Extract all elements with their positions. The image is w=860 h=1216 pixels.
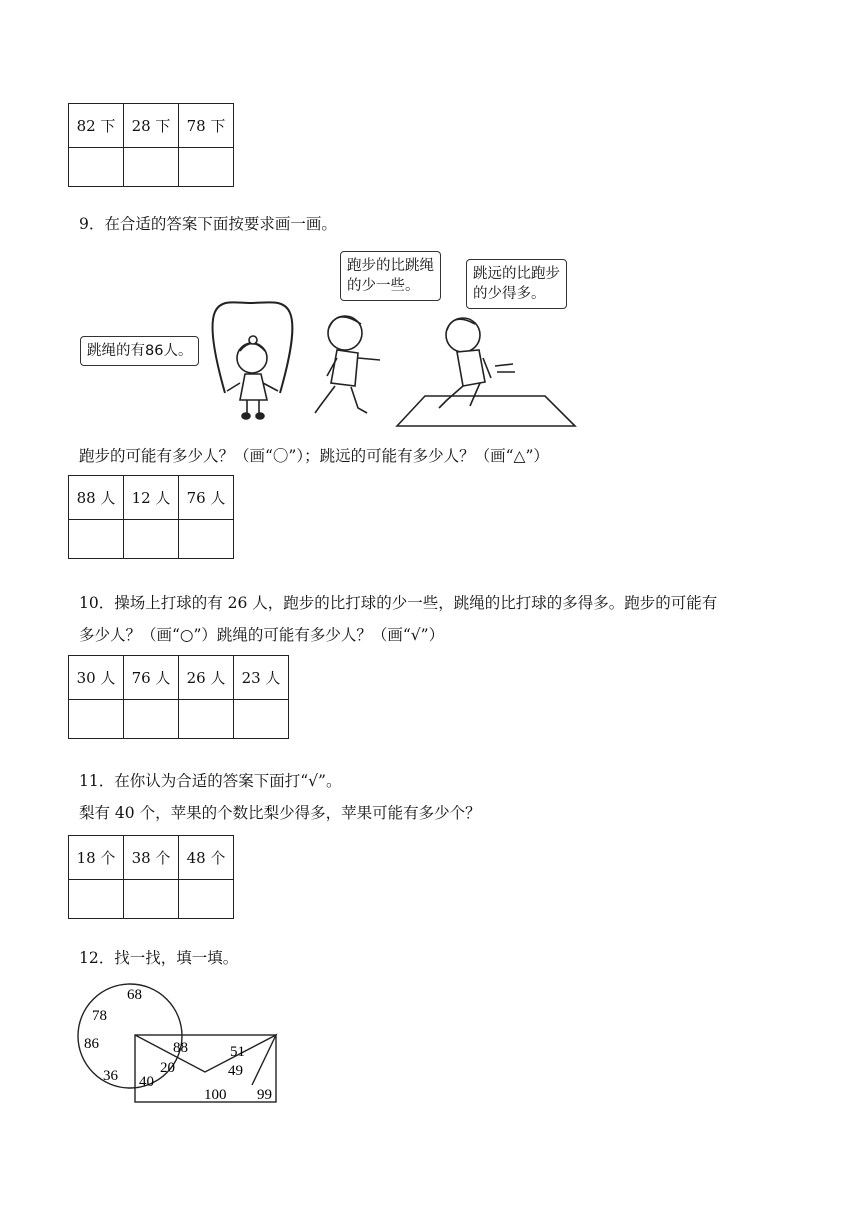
venn-number: 36 bbox=[103, 1068, 118, 1084]
q10-answer-cell[interactable] bbox=[179, 700, 234, 739]
q9-option: 88 人 bbox=[69, 476, 124, 520]
divider-lines bbox=[135, 1035, 276, 1085]
venn-number: 49 bbox=[228, 1063, 243, 1079]
q8-options-table bbox=[68, 103, 234, 187]
bubble-line: 的少得多。 bbox=[473, 286, 546, 302]
q9-answer-cell[interactable] bbox=[69, 520, 124, 559]
q9-option: 76 人 bbox=[179, 476, 234, 520]
q11-option: 48 个 bbox=[179, 836, 234, 880]
q9-options-table bbox=[68, 475, 234, 559]
venn-number: 51 bbox=[230, 1044, 245, 1060]
q11-option: 38 个 bbox=[124, 836, 179, 880]
q10-option: 23 人 bbox=[234, 656, 289, 700]
speech-bubble-jump-rope: 跳绳的有86人。 bbox=[80, 336, 199, 366]
q9-answer-cell[interactable] bbox=[179, 520, 234, 559]
q8-answer-cell[interactable] bbox=[124, 148, 179, 187]
venn-number: 88 bbox=[173, 1040, 188, 1056]
q10-stem-line1: 10．操场上打球的有 26 人，跑步的比打球的少一些，跳绳的比打球的多得多。跑步的可能有 bbox=[79, 594, 718, 612]
q9-answer-cell[interactable] bbox=[124, 520, 179, 559]
speech-bubble-running bbox=[340, 251, 441, 301]
q10-option: 26 人 bbox=[179, 656, 234, 700]
q11-answer-cell[interactable] bbox=[69, 880, 124, 919]
venn-number: 86 bbox=[84, 1036, 99, 1052]
venn-number: 100 bbox=[204, 1087, 227, 1103]
venn-number: 20 bbox=[160, 1060, 175, 1076]
q11-stem: 11．在你认为合适的答案下面打“√”。 bbox=[79, 772, 342, 790]
venn-number: 40 bbox=[139, 1074, 154, 1090]
q11-options-table bbox=[68, 835, 234, 919]
q8-option: 78 下 bbox=[179, 104, 234, 148]
q8-answer-cell[interactable] bbox=[179, 148, 234, 187]
q11-question: 梨有 40 个，苹果的个数比梨少得多，苹果可能有多少个？ bbox=[79, 804, 481, 822]
q12-venn-diagram bbox=[70, 975, 285, 1110]
bubble-line: 跳远的比跑步 bbox=[473, 266, 560, 282]
q10-answer-cell[interactable] bbox=[69, 700, 124, 739]
q10-option: 30 人 bbox=[69, 656, 124, 700]
venn-number: 99 bbox=[257, 1087, 272, 1103]
venn-number: 78 bbox=[92, 1008, 107, 1024]
q10-answer-cell[interactable] bbox=[124, 700, 179, 739]
q8-option: 82 下 bbox=[69, 104, 124, 148]
q10-options-table bbox=[68, 655, 289, 739]
q9-option: 12 人 bbox=[124, 476, 179, 520]
venn-number: 68 bbox=[127, 987, 142, 1003]
q8-answer-cell[interactable] bbox=[69, 148, 124, 187]
q11-option: 18 个 bbox=[69, 836, 124, 880]
q9-stem: 9．在合适的答案下面按要求画一画。 bbox=[79, 215, 337, 233]
q10-option: 76 人 bbox=[124, 656, 179, 700]
q11-answer-cell[interactable] bbox=[179, 880, 234, 919]
q9-question: 跑步的可能有多少人？（画“〇”）；跳远的可能有多少人？（画“△”） bbox=[79, 447, 549, 465]
q11-answer-cell[interactable] bbox=[124, 880, 179, 919]
q10-answer-cell[interactable] bbox=[234, 700, 289, 739]
q10-stem-line2: 多少人？（画“○”）跳绳的可能有多少人？（画“√”） bbox=[79, 626, 445, 644]
q12-stem: 12．找一找，填一填。 bbox=[79, 949, 239, 967]
bubble-line: 的少一些。 bbox=[347, 278, 420, 294]
bubble-line: 跑步的比跳绳 bbox=[347, 258, 434, 274]
q8-option: 28 下 bbox=[124, 104, 179, 148]
speech-bubble-long-jump bbox=[466, 259, 567, 309]
